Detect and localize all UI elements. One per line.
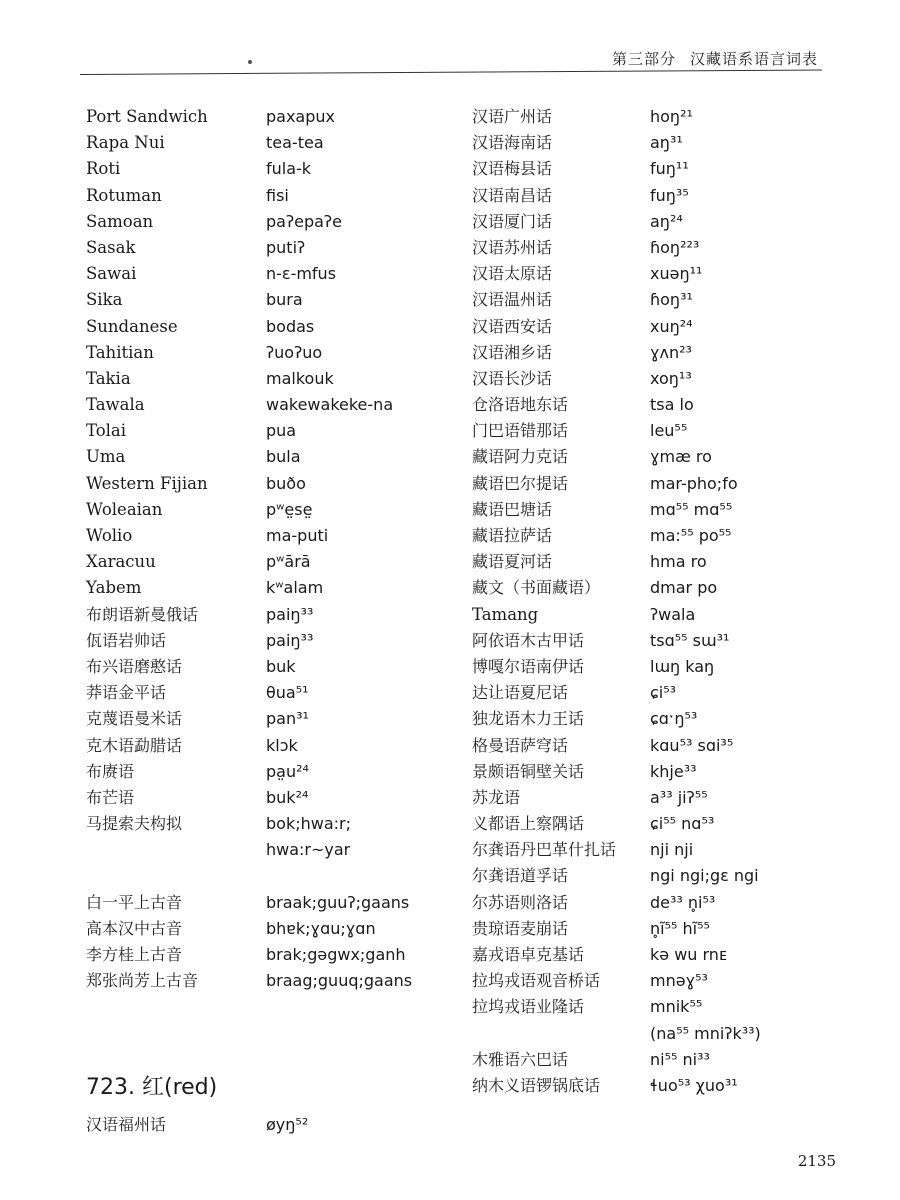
language-name: 汉语梅县话 — [472, 159, 553, 179]
word-form: ɬuo⁵³ χuo³¹ — [650, 1075, 738, 1095]
section-gap — [86, 994, 456, 1068]
word-form: a³³ jiʔ⁵⁵ — [650, 787, 708, 807]
word-form: pua — [266, 421, 297, 441]
word-form: fuŋ³⁵ — [650, 185, 689, 205]
language-name: 白一平上古音 — [86, 892, 183, 912]
language-name: 汉语南昌话 — [472, 185, 553, 205]
language-name: 纳木义语锣锅底话 — [472, 1075, 601, 1095]
entry-row — [86, 366, 456, 392]
word-form: n̥ĩ⁵⁵ hĩ⁵⁵ — [650, 918, 710, 938]
language-name: 尔苏语则洛话 — [472, 892, 569, 912]
language-name: 达让语夏尼话 — [472, 683, 569, 703]
language-name: 嘉戎语卓克基话 — [472, 945, 585, 964]
word-form: n-ɛ-mfus — [266, 264, 337, 284]
header-part: 第三部分 — [611, 50, 676, 68]
entry-row — [472, 314, 832, 340]
page-speck — [248, 60, 252, 64]
word-form: ɣʌn²³ — [650, 342, 692, 362]
language-name: Port Sandwich — [86, 107, 208, 126]
word-form: paiŋ³³ — [266, 630, 314, 650]
entry-row — [472, 602, 832, 628]
language-name: 汉语温州话 — [472, 290, 553, 310]
left-column — [86, 104, 456, 1139]
entry-row — [86, 759, 456, 785]
word-form: ma:⁵⁵ po⁵⁵ — [650, 526, 732, 545]
language-name: Wolio — [86, 526, 133, 545]
entry-row — [472, 497, 832, 523]
language-name: 汉语苏州话 — [472, 237, 553, 257]
entry-row — [86, 890, 456, 916]
entry-row — [86, 785, 456, 811]
page-number: 2135 — [797, 1152, 836, 1170]
entry-row — [472, 811, 832, 837]
language-name: 高本汉中古音 — [86, 918, 183, 938]
word-form: ʔwala — [650, 604, 696, 624]
entry-row — [86, 654, 456, 680]
right-column — [472, 104, 832, 1099]
entry-row — [472, 785, 832, 811]
entry-row — [86, 235, 456, 261]
language-name: 藏语夏河话 — [472, 552, 553, 572]
word-form: bodas — [266, 316, 315, 336]
language-name: 汉语太原话 — [472, 264, 553, 284]
entry-row — [472, 418, 832, 444]
word-form: ma-puti — [266, 526, 329, 545]
entry-row — [472, 628, 832, 654]
language-name: Sasak — [86, 237, 136, 257]
word-form: kʷalam — [266, 578, 324, 598]
entry-row — [472, 706, 832, 732]
entry-row — [472, 261, 832, 287]
word-form: (na⁵⁵ mniʔk³³) — [650, 1023, 761, 1043]
word-form: ni⁵⁵ ni³³ — [650, 1049, 710, 1069]
entry-row — [86, 523, 456, 549]
word-form: malkouk — [266, 368, 334, 388]
entry-row — [86, 916, 456, 942]
word-form: brak;gəgwx;ganh — [266, 945, 406, 964]
entry-row — [472, 104, 832, 130]
language-name: 门巴语错那话 — [472, 421, 569, 441]
entry-row — [472, 471, 832, 497]
word-form: lɯŋ kaŋ — [650, 656, 715, 676]
entry-row — [472, 863, 832, 889]
entry-row — [472, 575, 832, 601]
language-name: 汉语西安话 — [472, 316, 553, 336]
entry-row — [86, 680, 456, 706]
entry-row — [86, 261, 456, 287]
language-name: 苏龙语 — [472, 787, 521, 807]
language-name: 义都语上察隅话 — [472, 814, 585, 834]
language-name: 藏语巴尔提话 — [472, 473, 569, 493]
word-form: fuŋ¹¹ — [650, 159, 689, 179]
word-form: pa̤u²⁴ — [266, 761, 309, 781]
entry-row — [472, 654, 832, 680]
entry-row — [472, 340, 832, 366]
word-form: paiŋ³³ — [266, 604, 314, 624]
language-name: Takia — [86, 368, 131, 388]
entry-row — [86, 418, 456, 444]
entry-row — [86, 497, 456, 523]
entry-row — [472, 366, 832, 392]
word-form: pʷe̤se̤ — [266, 499, 313, 519]
word-form: tea-tea — [266, 133, 324, 153]
entry-row — [86, 183, 456, 209]
section-title: 红(red) — [141, 1075, 218, 1101]
language-name: 马提索夫构拟 — [86, 814, 183, 834]
language-name: 汉语海南话 — [472, 133, 553, 153]
word-form: nji nji — [650, 840, 694, 860]
language-name: Tolai — [86, 421, 127, 441]
word-form: paxapux — [266, 107, 335, 126]
word-form: ɦoŋ²²³ — [650, 237, 700, 257]
entry-row — [472, 916, 832, 942]
word-form: bura — [266, 290, 303, 310]
word-form: bula — [266, 447, 301, 467]
entry-row — [472, 549, 832, 575]
entry-row — [86, 340, 456, 366]
language-name: Sawai — [86, 264, 137, 284]
word-form: pan³¹ — [266, 709, 309, 729]
word-form: aŋ²⁴ — [650, 211, 683, 231]
language-name: 布赓语 — [86, 761, 135, 781]
entry-row — [86, 1112, 456, 1138]
language-name: 藏语阿力克话 — [472, 447, 569, 467]
word-form: hma ro — [650, 552, 707, 572]
word-form: wakewakeke-na — [266, 395, 394, 415]
word-form: fula-k — [266, 159, 312, 179]
language-name: 克木语勐腊话 — [86, 735, 183, 755]
word-form: ʔuoʔuo — [266, 342, 323, 362]
word-form: ɕi⁵³ — [650, 683, 677, 703]
entry-row — [472, 183, 832, 209]
language-name: 博嘎尔语南伊话 — [472, 656, 585, 676]
language-name: 布芒语 — [86, 787, 135, 807]
header-title: 汉藏语系语言词表 — [689, 50, 818, 68]
language-name: 汉语长沙话 — [472, 368, 553, 388]
word-form: aŋ³¹ — [650, 133, 683, 153]
word-form: braak;guuʔ;gaans — [266, 892, 410, 912]
entry-row — [472, 837, 832, 863]
entry-row — [86, 837, 456, 863]
entry-row — [86, 942, 456, 968]
entry-row — [472, 942, 832, 968]
word-form: ɦoŋ³¹ — [650, 290, 693, 310]
entry-row — [472, 968, 832, 994]
language-name: 汉语厦门话 — [472, 211, 553, 231]
word-form: de³³ n̥i⁵³ — [650, 892, 716, 912]
word-form: pʷārā — [266, 552, 311, 572]
entry-row — [86, 444, 456, 470]
language-name: Yabem — [86, 578, 142, 598]
word-form: paʔepaʔe — [266, 211, 342, 231]
entry-row — [86, 602, 456, 628]
language-name: Tawala — [86, 395, 145, 415]
word-form: kə wu rnᴇ — [650, 945, 727, 964]
header-rule — [80, 69, 822, 75]
word-form: mɑ⁵⁵ mɑ⁵⁵ — [650, 499, 733, 519]
language-name: Rapa Nui — [86, 133, 165, 153]
entry-row — [86, 706, 456, 732]
entry-row — [472, 1047, 832, 1073]
language-name: Roti — [86, 159, 121, 179]
entry-row — [472, 759, 832, 785]
word-form: bhɐk;ɣɑu;ɣɑn — [266, 918, 376, 938]
language-name: 汉语福州话 — [86, 1115, 167, 1135]
entry-row — [86, 733, 456, 759]
entry-row — [472, 1073, 832, 1099]
entry-row — [86, 968, 456, 994]
entry-row — [86, 287, 456, 313]
language-name: 阿依语木古甲话 — [472, 630, 585, 650]
language-name: 拉坞戎语观音桥话 — [472, 971, 601, 991]
word-form: fisi — [266, 185, 289, 205]
word-form: ɕɑˑŋ⁵³ — [650, 709, 698, 729]
word-form: ɕi⁵⁵ nɑ⁵³ — [650, 814, 715, 834]
language-name: 布朗语新曼俄话 — [86, 604, 199, 624]
entry-row — [472, 680, 832, 706]
entry-row — [86, 575, 456, 601]
language-name: 木雅语六巴话 — [472, 1049, 569, 1069]
word-form: klɔk — [266, 735, 298, 755]
language-name: 尔龚语丹巴革什扎话 — [472, 840, 617, 860]
language-name: 克蔑语曼米话 — [86, 709, 183, 729]
language-name: 藏语拉萨话 — [472, 526, 553, 545]
language-name: 格曼语萨穹话 — [472, 735, 569, 755]
entry-row — [86, 811, 456, 837]
language-name: Western Fijian — [86, 473, 208, 493]
entry-row — [86, 392, 456, 418]
language-name: Tahitian — [86, 342, 154, 362]
entry-row — [472, 890, 832, 916]
entry-row — [472, 156, 832, 182]
language-name: 汉语湘乡话 — [472, 342, 553, 362]
entry-row — [86, 314, 456, 340]
language-name: 景颇语铜壁关话 — [472, 761, 585, 781]
entry-row — [86, 628, 456, 654]
entry-row — [472, 1021, 832, 1047]
language-name: 仓洛语地东话 — [472, 395, 569, 415]
language-name: Tamang — [472, 604, 539, 624]
entry-row — [472, 209, 832, 235]
word-form: mnəɣ⁵³ — [650, 971, 708, 991]
entry-row — [86, 104, 456, 130]
running-header — [612, 48, 818, 69]
entry-row — [86, 471, 456, 497]
word-form: braag;guuq;gaans — [266, 971, 413, 991]
language-name: 尔龚语道孚话 — [472, 866, 569, 886]
language-name: Uma — [86, 447, 126, 467]
language-name: 拉坞戎语业隆话 — [472, 997, 585, 1017]
word-form: xoŋ¹³ — [650, 368, 692, 388]
language-name: 李方桂上古音 — [86, 945, 183, 964]
entry-row — [472, 287, 832, 313]
blank-line — [86, 863, 456, 889]
entry-row — [86, 156, 456, 182]
entry-row — [86, 209, 456, 235]
word-form: bok;hwa:r; — [266, 814, 351, 834]
word-form: hwa:r~yar — [266, 840, 351, 860]
word-form: mnik⁵⁵ — [650, 997, 703, 1017]
section-heading — [86, 1068, 456, 1108]
entry-row — [472, 444, 832, 470]
word-form: buðo — [266, 473, 306, 493]
word-form: putiʔ — [266, 237, 306, 257]
language-name: 佤语岩帅话 — [86, 630, 167, 650]
language-name: Samoan — [86, 211, 154, 231]
word-form: tsa lo — [650, 395, 694, 415]
entry-row — [472, 392, 832, 418]
entry-row — [472, 130, 832, 156]
entry-row — [86, 549, 456, 575]
word-form: khje³³ — [650, 761, 697, 781]
language-name: Sundanese — [86, 316, 178, 336]
word-form: buk — [266, 656, 296, 676]
word-form: dmar po — [650, 578, 718, 598]
word-form: tsɑ⁵⁵ sɯ³¹ — [650, 630, 730, 650]
entry-row — [472, 235, 832, 261]
entry-row — [86, 130, 456, 156]
language-name: Woleaian — [86, 499, 163, 519]
language-name: 藏语巴塘话 — [472, 499, 553, 519]
word-form: xuŋ²⁴ — [650, 316, 693, 336]
section-number: 723. — [86, 1075, 135, 1101]
language-name: 贵琼语麦崩话 — [472, 918, 569, 938]
entry-row — [472, 994, 832, 1020]
word-form: hoŋ²¹ — [650, 107, 693, 126]
word-form: ngi ngi;gɛ ngi — [650, 866, 759, 886]
word-form: mar-pho;fo — [650, 473, 738, 493]
word-form: xuəŋ¹¹ — [650, 264, 703, 284]
entry-row — [472, 733, 832, 759]
word-form: leu⁵⁵ — [650, 421, 688, 441]
word-form: ɣmæ ro — [650, 447, 712, 467]
word-form: kɑu⁵³ sɑi³⁵ — [650, 735, 734, 755]
language-name: Xaracuu — [86, 552, 156, 572]
language-name: 汉语广州话 — [472, 107, 553, 126]
language-name: Sika — [86, 290, 123, 310]
word-form: θua⁵¹ — [266, 683, 309, 703]
word-form: buk²⁴ — [266, 787, 309, 807]
language-name: 郑张尚芳上古音 — [86, 971, 199, 991]
language-name: 布兴语磨憨话 — [86, 656, 183, 676]
language-name: Rotuman — [86, 185, 162, 205]
language-name: 莽语金平话 — [86, 683, 167, 703]
language-name: 藏文（书面藏语） — [472, 578, 601, 598]
word-form: øyŋ⁵² — [266, 1115, 309, 1135]
language-name: 独龙语木力王话 — [472, 709, 585, 729]
entry-row — [472, 523, 832, 549]
